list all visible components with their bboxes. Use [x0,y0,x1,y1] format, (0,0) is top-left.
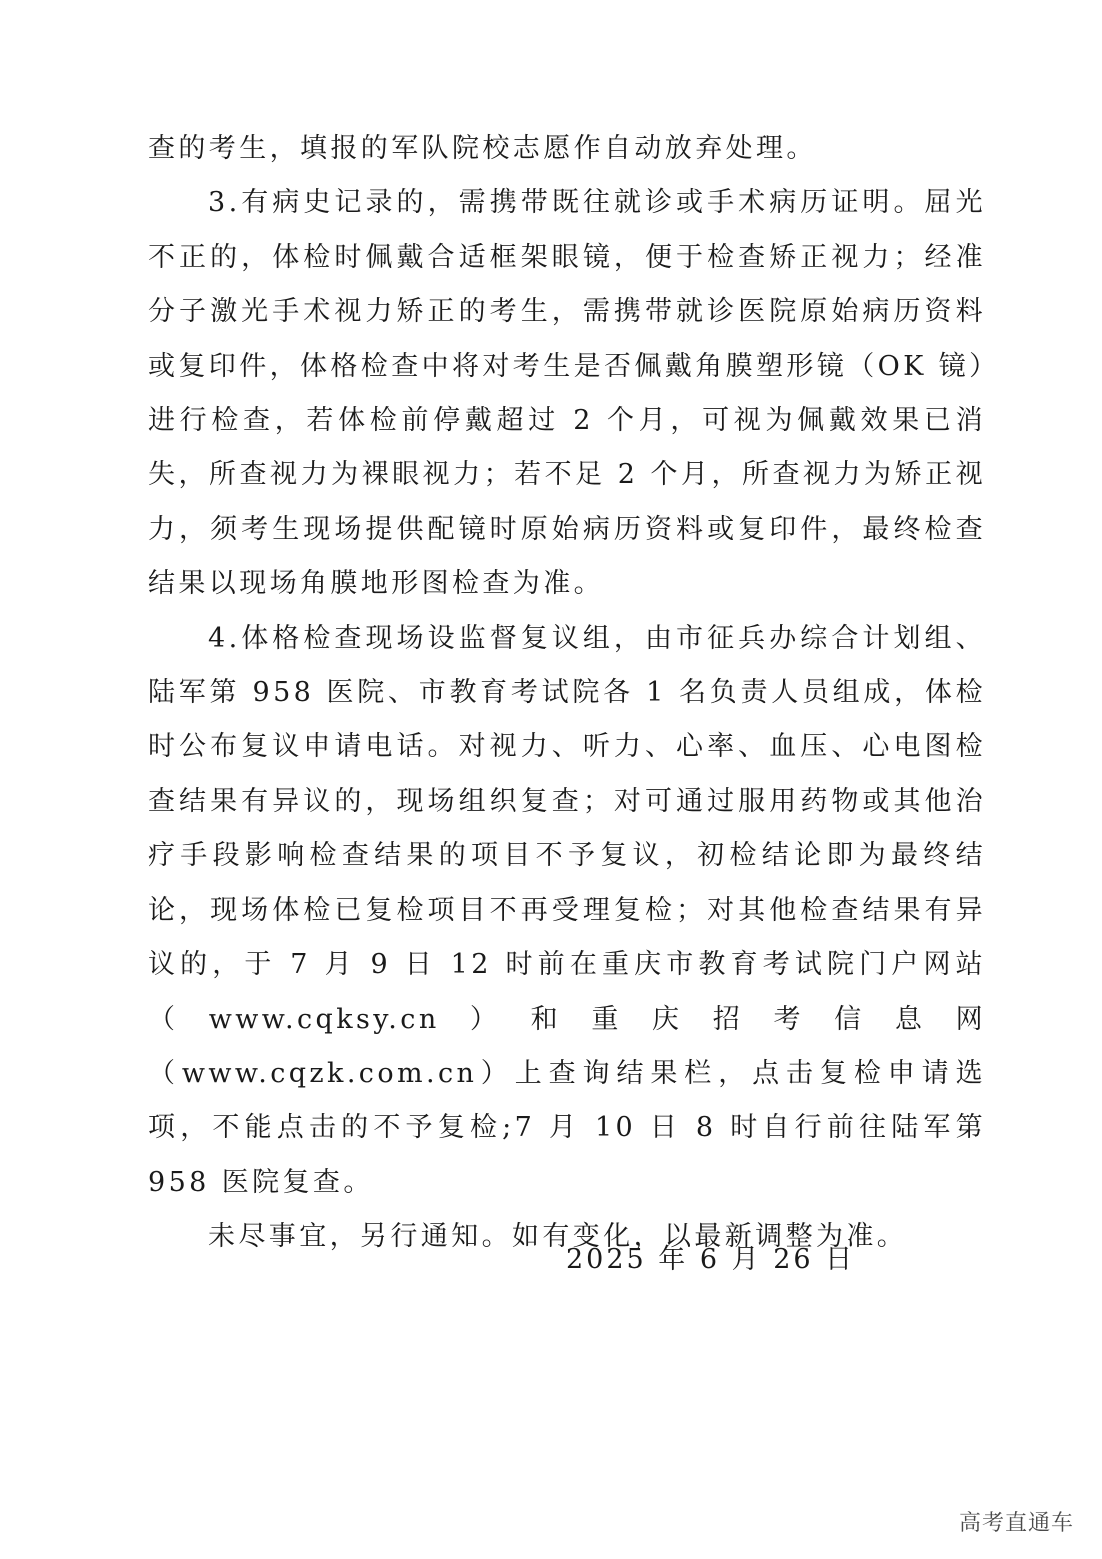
paragraph-item-3: 3.有病史记录的，需携带既往就诊或手术病历证明。屈光不正的，体检时佩戴合适框架眼镜，便于检查矫正视力；经准分子激光手术视力矫正的考生，需携带就诊医院原始病历资料或复印件，体格检查中将对考生是否佩戴角膜塑形镜（OK 镜）进行检查，若体检前停戴超过 2 个月，可视为佩戴效果已消失，所查视力为裸眼视力；若不足 2 个月，所查视力为矫正视力，须考生现场提供配镜时原始病历资料或复印件，最终检查结果以现场角膜地形图检查为准。 [148,187,986,600]
paragraph-continuation: 查的考生，填报的军队院校志愿作自动放弃处理。 [148,133,817,164]
source-watermark: 高考直通车 [958,1511,1074,1536]
paragraph-item-4: 4.体格检查现场设监督复议组，由市征兵办综合计划组、陆军第 958 医院、市教育考试院各 1 名负责人员组成，体检时公布复议申请电话。对视力、听力、心率、血压、心电图检查结果有异议的，现场组织复查；对可通过服用药物或其他治疗手段影响检查结果的项目不予复议，初检结论即为最终结论，现场体检已复检项目不再受理复检；对其他检查结果有异议的，于 7 月 9 日 12 时前在重庆市教育考试院门户网站（www.cqksy.cn）和重庆招考信息网（www.cqzk.com.cn）上查询结果栏，点击复检申请选项，不能点击的不予复检;7 月 10 日 8 时自行前往陆军第 958 医院复查。 [148,622,986,1198]
paragraph-closing: 未尽事宜，另行通知。如有变化，以最新调整为准。 [208,1221,908,1253]
document-body [148,122,986,1265]
document-date: 2025 年 6 月 26 日 [566,1244,856,1275]
